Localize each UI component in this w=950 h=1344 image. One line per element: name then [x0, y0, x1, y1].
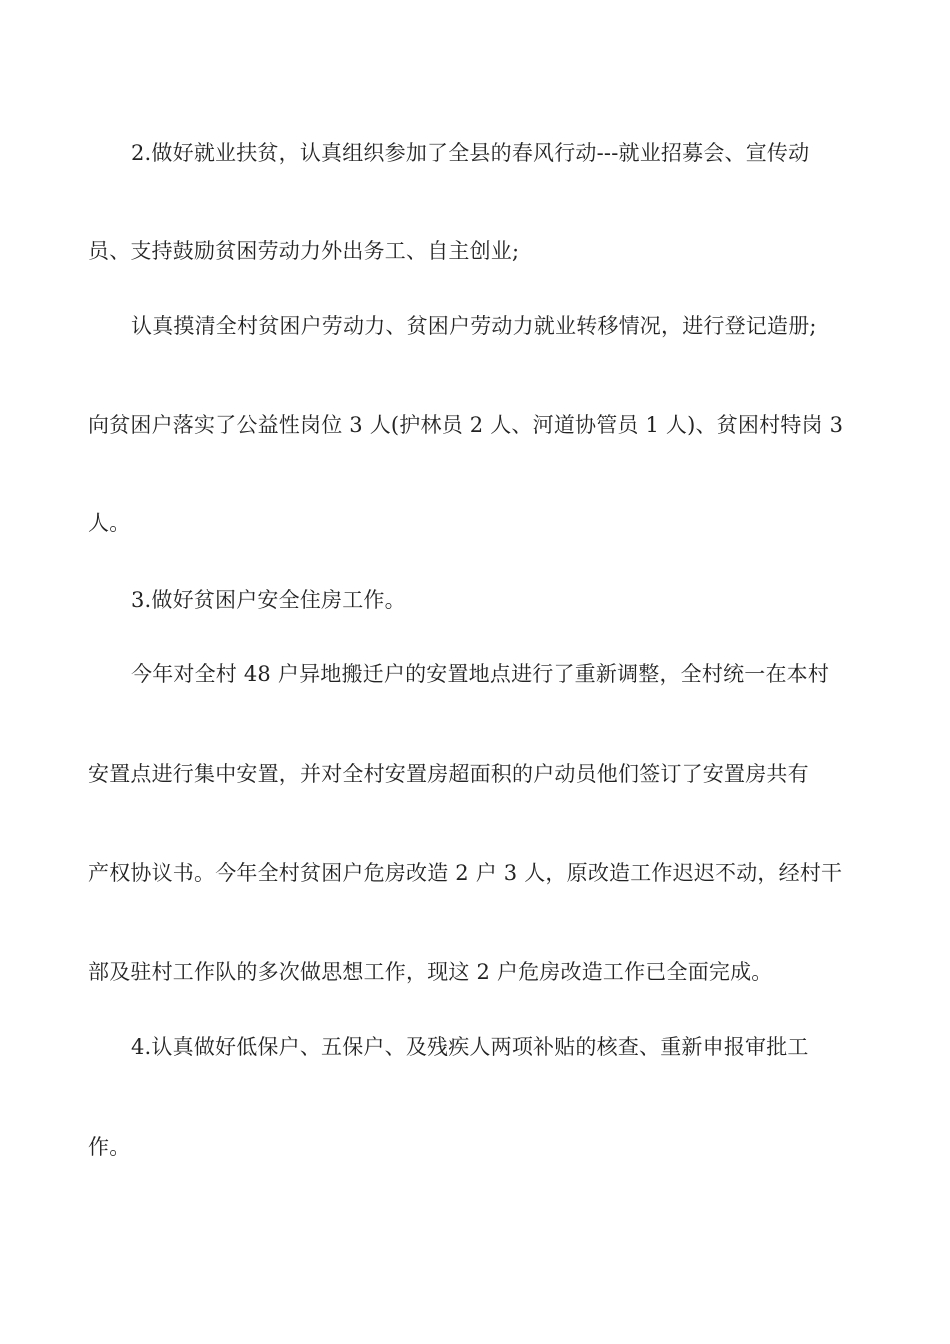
paragraph-line: 今年对全村 48 户异地搬迁户的安置地点进行了重新调整，全村统一在本村: [131, 662, 830, 686]
paragraph-line: 员、支持鼓励贫困劳动力外出务工、自主创业;: [88, 239, 520, 263]
paragraph-line: 作。: [88, 1135, 131, 1159]
paragraph-line: 部及驻村工作队的多次做思想工作，现这 2 户危房改造工作已全面完成。: [88, 960, 773, 984]
section-heading: 4.认真做好低保户、五保户、及残疾人两项补贴的核查、重新申报审批工: [131, 1035, 809, 1059]
paragraph-line: 2.做好就业扶贫，认真组织参加了全县的春风行动---就业招募会、宣传动: [131, 141, 810, 165]
paragraph-line: 向贫困户落实了公益性岗位 3 人(护林员 2 人、河道协管员 1 人)、贫困村特岗 3: [88, 413, 844, 437]
paragraph-line: 认真摸清全村贫困户劳动力、贫困户劳动力就业转移情况，进行登记造册;: [131, 314, 817, 338]
section-heading: 3.做好贫困户安全住房工作。: [131, 588, 406, 612]
paragraph-line: 人。: [88, 511, 131, 535]
paragraph-line: 产权协议书。今年全村贫困户危房改造 2 户 3 人，原改造工作迟迟不动，经村干: [88, 861, 843, 885]
paragraph-line: 安置点进行集中安置，并对全村安置房超面积的户动员他们签订了安置房共有: [88, 762, 809, 786]
